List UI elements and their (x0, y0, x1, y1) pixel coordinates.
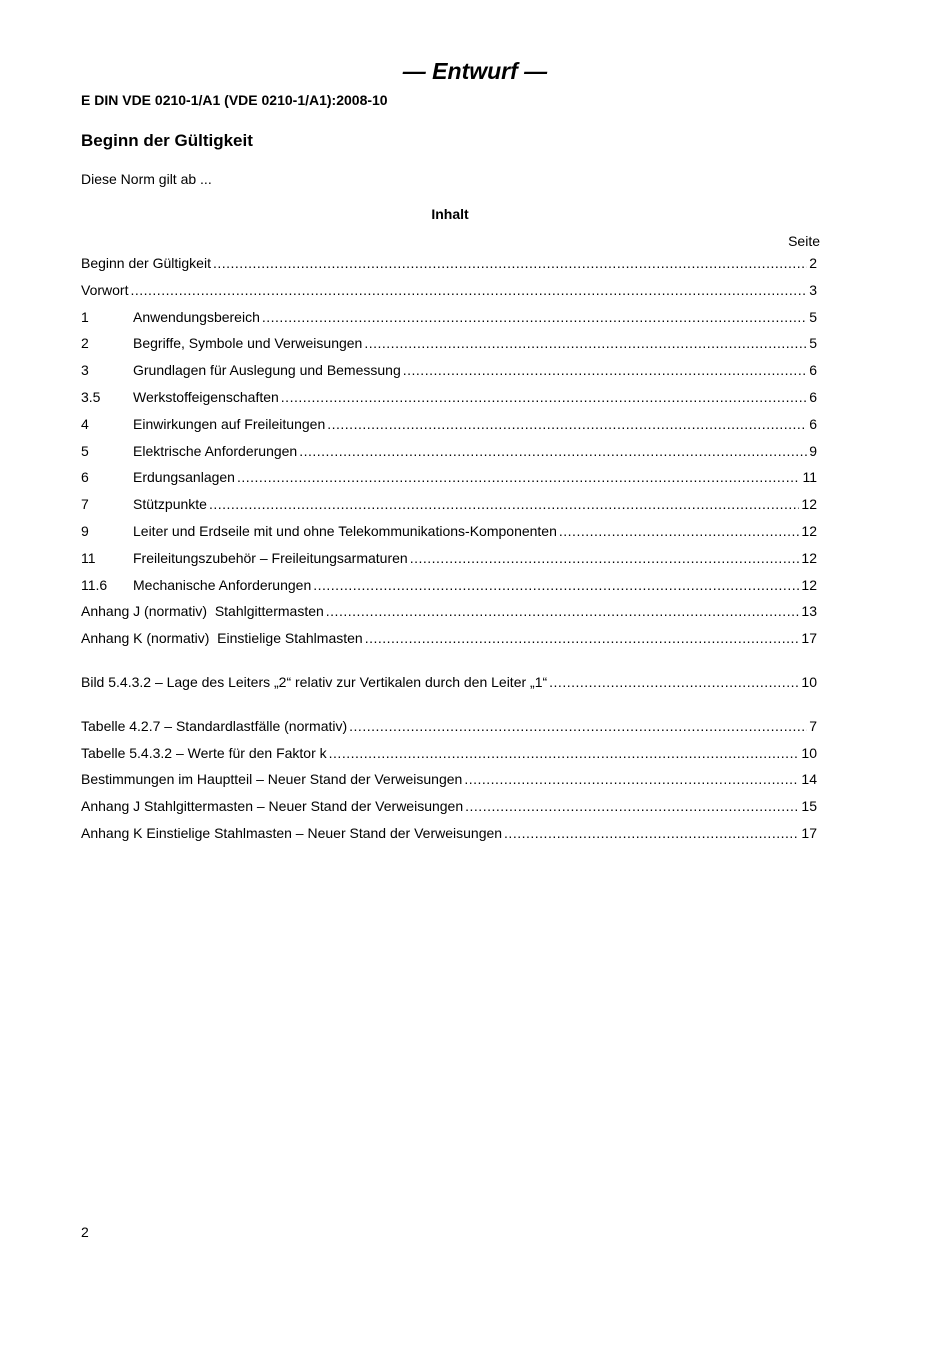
toc-leader-dots (464, 770, 799, 788)
toc-entry-label: Grundlagen für Auslegung und Bemessung (133, 362, 401, 379)
toc-table-entry[interactable] (81, 744, 817, 771)
toc-entry-label: Einwirkungen auf Freileitungen (133, 415, 326, 432)
toc-entry-page: 11 (802, 469, 817, 486)
toc-entry[interactable] (81, 308, 817, 335)
toc-entry-page: 12 (801, 549, 817, 566)
toc-entry-number: 4 (81, 415, 89, 432)
toc-entry[interactable] (81, 281, 817, 308)
toc-entry-label: Bestimmungen im Hauptteil – Neuer Stand der Verweisungen (81, 771, 463, 788)
toc-entry-label: Erdungsanlagen (133, 469, 235, 486)
toc-leader-dots (364, 334, 807, 352)
toc-entry-label: Anhang K (normativ) Einstielige Stahlmasten (81, 630, 363, 647)
toc-leader-dots (327, 415, 807, 433)
toc-entry[interactable] (81, 495, 817, 522)
toc-leader-dots (313, 576, 799, 594)
toc-entry-label: Begriffe, Symbole und Verweisungen (133, 335, 363, 352)
toc-entry-page: 2 (809, 255, 817, 271)
toc-entry-page: 6 (809, 388, 817, 405)
document-id: E DIN VDE 0210-1/A1 (VDE 0210-1/A1):2008-10 (81, 92, 388, 108)
page-number: 2 (81, 1224, 89, 1240)
toc-entry-label: Stützpunkte (133, 496, 207, 513)
toc-entry-page: 6 (809, 415, 817, 432)
toc-leader-dots (237, 468, 800, 486)
toc-leader-dots (262, 308, 807, 326)
toc-leader-dots (504, 824, 799, 842)
toc-entry-page: 13 (801, 603, 817, 620)
toc-entry[interactable] (81, 388, 817, 415)
toc-entry-label: Vorwort (81, 281, 129, 298)
toc-table-entry[interactable] (81, 797, 817, 824)
toc-table-entry[interactable] (81, 770, 817, 797)
toc-figure-entry[interactable] (81, 673, 817, 700)
toc-table-entry[interactable] (81, 717, 817, 744)
table-of-contents (81, 254, 817, 851)
toc-entry[interactable] (81, 549, 817, 576)
toc-entry-page: 12 (801, 576, 817, 593)
toc-leader-dots (559, 522, 800, 540)
toc-entry[interactable] (81, 468, 817, 495)
toc-entry-label: Werkstoffeigenschaften (133, 388, 279, 405)
toc-leader-dots (403, 361, 807, 379)
toc-leader-dots (465, 797, 799, 815)
toc-entry-page: 6 (809, 362, 817, 379)
toc-entry-page: 17 (801, 824, 817, 841)
toc-entry-page: 14 (801, 771, 817, 788)
draft-label: — Entwurf — (402, 58, 548, 84)
toc-entry-label: Tabelle 5.4.3.2 – Werte für den Faktor k (81, 744, 327, 761)
toc-entry[interactable] (81, 334, 817, 361)
toc-entry-page: 9 (809, 442, 817, 459)
toc-entry[interactable] (81, 254, 817, 281)
toc-entry[interactable] (81, 361, 817, 388)
toc-entry-label: Bild 5.4.3.2 – Lage des Leiters „2“ relativ zur Vertikalen durch den Leiter „1“ (81, 673, 548, 690)
toc-entry-number: 11.6 (81, 576, 108, 593)
toc-entry-page: 5 (809, 335, 817, 352)
toc-entry[interactable] (81, 522, 817, 549)
toc-entry-page: 5 (809, 308, 817, 325)
toc-leader-dots (299, 442, 807, 460)
toc-entry[interactable] (81, 442, 817, 469)
toc-entry-page: 17 (801, 630, 817, 647)
toc-entry-label: Anhang J (normativ) Stahlgittermasten (81, 603, 324, 620)
toc-page-column-label: Seite (788, 233, 820, 249)
toc-entry-label: Mechanische Anforderungen (133, 576, 312, 593)
validity-heading: Beginn der Gültigkeit (81, 131, 253, 150)
toc-entry-number: 1 (81, 308, 89, 325)
toc-entry[interactable] (81, 415, 817, 442)
toc-entry-number: 7 (81, 496, 89, 513)
toc-entry[interactable] (81, 602, 817, 629)
toc-entry-label: Leiter und Erdseile mit und ohne Telekommunikations-Komponenten (133, 522, 557, 539)
toc-leader-dots (326, 602, 800, 620)
toc-leader-dots (410, 549, 800, 567)
toc-leader-dots (213, 254, 807, 272)
toc-entry-label: Anwendungsbereich (133, 308, 260, 325)
toc-entry-page: 15 (801, 798, 817, 815)
toc-entry-page: 12 (801, 496, 817, 513)
toc-entry-number: 3.5 (81, 388, 101, 405)
toc-entry-page: 10 (801, 744, 817, 761)
toc-entry-label: Anhang J Stahlgittermasten – Neuer Stand der Verweisungen (81, 798, 464, 815)
toc-entry-number: 5 (81, 442, 89, 459)
toc-leader-dots (329, 744, 800, 762)
toc-entry-number: 11 (81, 549, 96, 566)
toc-entry-page: 3 (809, 281, 817, 298)
toc-entry-page: 10 (801, 673, 817, 690)
toc-entry-number: 2 (81, 335, 89, 352)
toc-title: Inhalt (431, 206, 469, 222)
toc-entry-label: Anhang K Einstielige Stahlmasten – Neuer Stand der Verweisungen (81, 824, 503, 841)
toc-leader-dots (281, 388, 807, 406)
toc-table-entry[interactable] (81, 824, 817, 851)
validity-text: Diese Norm gilt ab ... (81, 171, 212, 187)
toc-entry-number: 3 (81, 362, 89, 379)
toc-entry-page: 7 (809, 717, 817, 734)
toc-leader-dots (365, 629, 800, 647)
toc-entry[interactable] (81, 629, 817, 656)
toc-entry[interactable] (81, 576, 817, 603)
toc-entry-page: 12 (801, 522, 817, 539)
toc-leader-dots (349, 717, 807, 735)
toc-entry-label: Beginn der Gültigkeit (81, 255, 211, 271)
toc-entry-label: Freileitungszubehör – Freileitungsarmaturen (133, 549, 408, 566)
toc-entry-label: Elektrische Anforderungen (133, 442, 298, 459)
toc-leader-dots (130, 281, 807, 299)
toc-entry-number: 6 (81, 469, 89, 486)
toc-entry-number: 9 (81, 522, 89, 539)
toc-entry-label: Tabelle 4.2.7 – Standardlastfälle (normativ) (81, 717, 348, 734)
toc-leader-dots (209, 495, 799, 513)
toc-leader-dots (549, 673, 799, 691)
